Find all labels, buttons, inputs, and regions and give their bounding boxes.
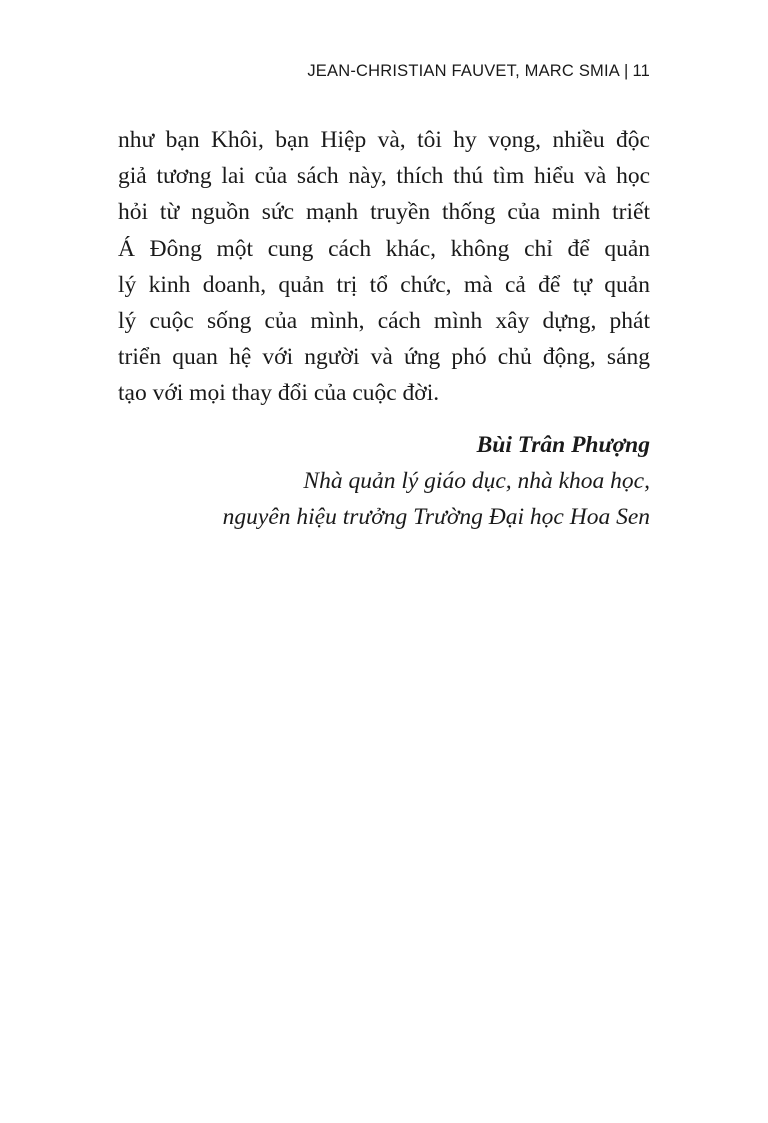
paragraph-line: tạo với mọi thay đổi của cuộc đời. [118,380,440,407]
paragraph-line: lý cuộc sống của mình, cách mình xây dựng, phát [118,308,650,335]
paragraph-line: triển quan hệ với người và ứng phó chủ động, sáng [118,344,650,371]
body-paragraph [118,122,650,412]
paragraph-line: hỏi từ nguồn sức mạnh truyền thống của minh triết [118,199,650,226]
header-authors: JEAN-CHRISTIAN FAUVET, MARC SMIA [307,62,620,80]
signature-name: Bùi Trân Phượng [476,432,650,458]
signature-role-line-1: Nhà quản lý giáo dục, nhà khoa học, [303,468,650,494]
paragraph-line: Á Đông một cung cách khác, không chỉ để quản [118,235,650,262]
paragraph-line: lý kinh doanh, quản trị tổ chức, mà cả để tự quản [118,271,650,298]
paragraph-line: như bạn Khôi, bạn Hiệp và, tôi hy vọng, nhiều độc [118,127,650,153]
signature-block [223,427,650,535]
running-header [307,62,650,81]
page-number: 11 [632,62,650,80]
header-separator: | [623,62,629,80]
paragraph-line: giả tương lai của sách này, thích thú tìm hiểu và học [118,163,650,190]
signature-role-line-2: nguyên hiệu trưởng Trường Đại học Hoa Sen [222,504,650,530]
